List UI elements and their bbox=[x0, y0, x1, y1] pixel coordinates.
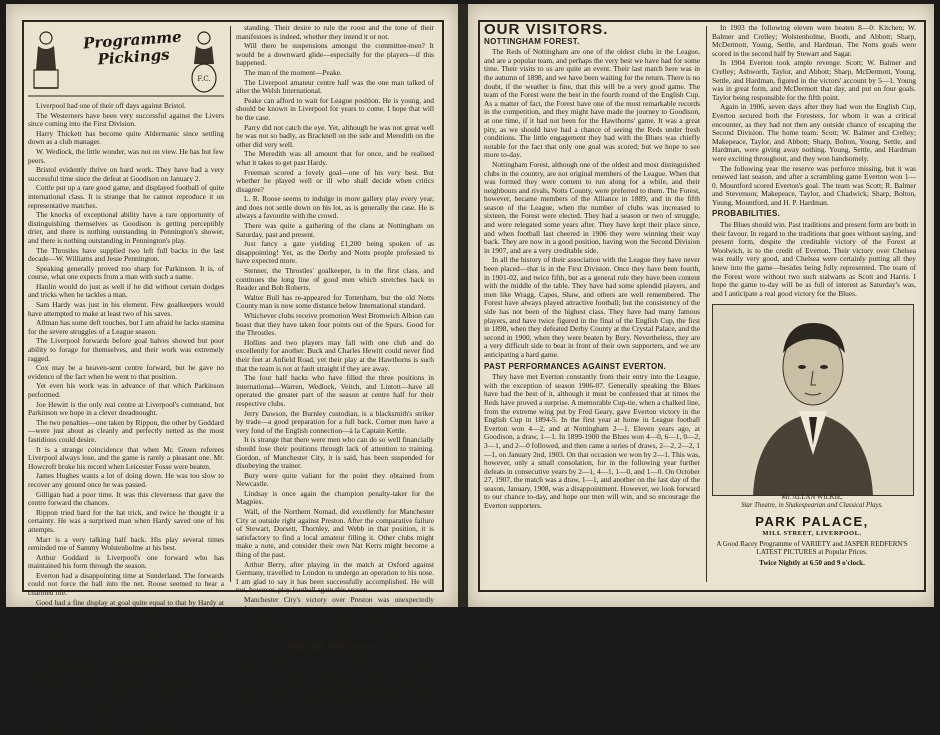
previous-results-paragraph: Again in 1906, seven days after they had won the English Cup, Everton secured both the Foresters, for whom it was a critical encounter, as they had not then any outside chance of escaping the Second Division. The home team: Scott; W. Balmer and Crelley; Makepeace, Taylor, and Abbott; Sharp, Bolton, Young, Settle, and Hardman, were giving away nothing. Young, Settle, and Hardman were exciting throughout, and they won handsomely. bbox=[712, 102, 916, 163]
article-paragraph: Hollins and two players may fall with one club and do excellently for another. Buck and Charles Hewitt could never find their feet at Anfield Road, yet their play at the Hawthorns is such that the team is not at fault straight if they are away. bbox=[236, 337, 434, 373]
fancies-body bbox=[236, 655, 434, 708]
visitors-paragraph: Nottingham Forest, although one of the oldest and most distinguished clubs in the country, are not original members of the League. When that was formed they were content to run along for a while, and their neighbours and rivals, Notts County, were preferred to them. The Forest, however, became members of the Alliance in 1889, and in the fifth season of the League, when the number of clubs was increased to sixteen, the Forest were elected. They had a season or two of struggle, and were relegated some years after. They have kept their place since, and when football last cheered in 1906 they were winning their way back. They are now in a good position, having won the Second Division in 1907, and are a very creditable side. bbox=[484, 159, 700, 255]
article-paragraph: L. R. Roose seems to indulge in more gallery play every year, and does not settle down on his lot, as is generally the case. He is always a favourite with the crowd. bbox=[236, 194, 434, 221]
fancies-heading: FANCIES FOR TO-DAY. bbox=[288, 642, 382, 652]
fancies-paragraph: In the Second, Birmingham, Fulham, Gainsborough Trinity (draw), Grimsby Town, West Bromwich Albion, Bradford, Burnley, Glossop, Stockport County (draw). bbox=[236, 680, 434, 707]
article-paragraph: The man who just got home against Woolwich, thanks to Charlie Satterthwaite missing a penalty. bbox=[236, 613, 434, 631]
article-paragraph: The man of the moment—Peake. bbox=[244, 67, 342, 77]
article-paragraph: There was quite a gathering of the clans at Nottingham on Saturday, past and present. bbox=[236, 221, 434, 239]
article-paragraph: Eyes do not carrying golden opinions on the football field. bbox=[244, 631, 417, 641]
page-gutter bbox=[458, 4, 468, 607]
fancies-paragraph: Everton, Manchester United, Middlesbrough, Newcastle United, Liverpool, Bristol City (draw), Leicester Fosse, Aston Villa, Sheffield Wednesday, and Woolwich Arsenal (draw). bbox=[236, 653, 434, 680]
programme-spread bbox=[6, 4, 934, 733]
portrait-caption-role: Star Theatre, in Shakespearian and Classical Plays. bbox=[741, 502, 883, 509]
article-paragraph: The last two minutes was fatal to the Blues. They are not often beaten when they hold the fort so long. bbox=[28, 615, 224, 634]
article-paragraph: The Liverpool forwards before goal halves showed but poor ability to forage for themselves, and their work was extremely ragged. bbox=[28, 336, 224, 363]
article-paragraph: Whichever clubs receive promotion West Bromwich Albion can boast that they have taken four points out of the Spurs. Good for the Throstles. bbox=[236, 311, 434, 338]
article-paragraph: Gilligan had a poor time. It was this cleverness that gave the centre forward the chances. bbox=[28, 489, 224, 508]
article-paragraph: The Throstles have supplied two left full backs in the last decade—W. Williams and Jesse Pennington. bbox=[28, 245, 224, 264]
article-paragraph: The Westerners have been very successful against the Livers since coming into the First Division. bbox=[28, 110, 224, 129]
left-column-1 bbox=[28, 24, 224, 735]
article-paragraph: The Meredith was all amount that for once, and he realised what it takes to get past Hardy. bbox=[236, 149, 434, 167]
column-divider bbox=[706, 26, 707, 582]
previous-results-body bbox=[712, 24, 916, 207]
article-paragraph: Parry did not catch the eye. Yet, although he was not great well he was not so badly, as Bracknell on the side and Meredith on the other did very well. bbox=[236, 122, 434, 149]
article-paragraph: It is a strange coincidence that when Mr. Green referees Liverpool always lose, and the game is rarely a pleasant one. Mr. Howcroft broke his record when Leicester Fosse were beaten. bbox=[28, 444, 224, 471]
article-paragraph: Allman has some deft touches, but I am afraid he lacks stamina for the severe struggles of a League season. bbox=[28, 318, 224, 336]
past-performances-paragraph: They have met Everton constantly from their entry into the League, with the exception of season 1906-07. Generally speaking the Blues have had the best of it, although it must be confessed that at times the Reds have proved a surprise. A memorable Cup-tie, when a chalked line, from the extreme wing put by Fred Geary, gave Everton victory in the English Cup in 1894-5. In the first year at home in League football Everton won 4—2, and at Nottingham 2—1. Eleven years ago, at Goodison, a draw, 1—1. In 1899-1900 the Blues won 4—0, 6—1, 0—2, 3—1, and 2—0 followed, and then came a series of draws, 2—2, 2—2, 1—1, on January 2nd, 1903. On that occasion we won by 2—1. This was, however, only a small consolation, for in the following year further defeats in consecutive years by 2—1, 4—1, 1—0, and 1—0. On October 27, 1907, the match was a draw, 1—1, and another on the last day of the season, January, 1908, was a disappointment. However, we look forward to our chance to-day, and hope our men will win, and so encourage the Everton supporters. bbox=[484, 372, 700, 511]
right-column-2 bbox=[712, 24, 916, 300]
article-paragraph: It is strange that there were men who can do so well financially should lose their positions through lack of attention to training. Gordon, of Manchester City, it is said, has been suspended for disobeying the trainer. bbox=[236, 435, 434, 471]
article-paragraph: Lindsay is once again the champion penalty-taker for the Magpies. bbox=[236, 488, 434, 507]
article-paragraph: Arthur Goddard is Liverpool's one forward who has maintained his form through the season. bbox=[28, 552, 224, 571]
article-paragraph: W. Wedlock, the little wonder, was not on view. He has but few peers. bbox=[28, 146, 224, 165]
advert-body: A Good Racey Programme of VARIETY and JASPER REDFERN'S LATEST PICTURES at Popular Prices. bbox=[716, 540, 908, 557]
article-paragraph: The Liverpool amateur centre half was the one man talked of after the Welsh International. bbox=[236, 77, 434, 96]
article-paragraph: Joe Hewitt is the only real centre at Liverpool's command, but Parkinson we hope in a clever dreadnought. bbox=[28, 399, 224, 418]
article-paragraph: Walter Bull has re-appeared for Tottenham, but the old Notts County man is now some distance below International standard. bbox=[236, 292, 434, 311]
article-paragraph: Good had a fine display at goal quite equal to that by Hardy at Anfield Road, and extend the respect of Brown. bbox=[28, 597, 224, 616]
visitors-title: OUR VISITORS. bbox=[484, 21, 609, 38]
left-page bbox=[6, 4, 458, 733]
left-column-2 bbox=[236, 23, 434, 707]
article-paragraph: Cottle put up a rare good game, and displayed football of quite international class. It is strange that he cannot reproduce it on representative matches. bbox=[28, 183, 224, 210]
article-paragraph: Wall, of the Northern Nomad, did excellently for Manchester City at outside right against Preston. After the comparative failure of Stewart, Dorsett, Thornley, and Webb in that position, it is satisfactory to find a local amateur filling it. Other clubs might make a note, and consider their own Nat Kerrs might become a thing of the past. bbox=[236, 507, 434, 560]
park-palace-advert bbox=[712, 514, 912, 567]
advert-address: MILL STREET, LIVERPOOL. bbox=[762, 530, 862, 537]
article-paragraph: Rippon tried hard for the hat trick, and twice he thought it a certainty. He was a surprised man when Hardy saved one of his attempts. bbox=[28, 507, 224, 534]
article-paragraph: Bury were quite valiant for the point they obtained from Newcastle. bbox=[236, 470, 434, 489]
article-paragraph: Peake can afford to wait for League position. He is young, and should be known in Liverpool for years to come. I hope that will be the case. bbox=[236, 95, 434, 122]
left-column-1-body bbox=[28, 102, 224, 734]
article-paragraph: Jack Sharp must get on the scoring line again. He is an example to all young players as an example. bbox=[28, 705, 224, 724]
article-paragraph: Will there be suspensions amongst the committee-men? It would be a downward glide—especially for the players—if this happened. bbox=[236, 41, 434, 68]
article-paragraph: Arthur Berry, after playing in the match at Oxford against Germany, travelled to London to undergo an operation to his nose. I am glad to say it has been successfully accomplished. He will not, however, play football again this season. bbox=[236, 559, 434, 595]
right-column-1 bbox=[484, 21, 700, 582]
portrait-caption bbox=[712, 494, 912, 510]
article-paragraph: Freeman scored a lovely goal—one of his very best. But whether he played well or ill who shall decide when critics disagree? bbox=[236, 167, 434, 194]
article-paragraph: Cox may be a heaven-sent centre forward, but he gave no evidence of the fact when he went to that position. bbox=[28, 363, 224, 381]
article-paragraph: Yet even his work was in advance of that which Parkinson performed. bbox=[28, 381, 224, 399]
portrait-illustration-icon bbox=[713, 305, 913, 495]
probabilities-body bbox=[712, 221, 916, 298]
visitors-subtitle: NOTTINGHAM FOREST. bbox=[484, 36, 580, 46]
past-performances-body bbox=[484, 373, 700, 511]
portrait-photo bbox=[712, 304, 914, 496]
portrait-caption-name: Mr. ALLAN WILKIE, bbox=[781, 494, 843, 501]
advert-times: Twice Nightly at 6.50 and 9 o'clock. bbox=[759, 558, 865, 567]
article-paragraph: Jerry Dawson, the Burnley custodian, is a blacksmith's striker by trade—a good preparation for a full back. Corner men have a very fond of the English connection—à la Captain Kettle. bbox=[236, 408, 434, 435]
article-paragraph: For about the first time in all their meetings Brown had rather the better of Taylor. bbox=[28, 634, 224, 652]
left-column-2-body bbox=[236, 24, 434, 641]
visitors-paragraph: The Reds of Nottingham are one of the oldest clubs in the League, and are a popular team, and perhaps the very best we have had for some time. Their visits to us are quite an event. Their last match here was in the autumn of 1898, and we have been waiting for the return. There is no doubt, if the weather is fine, that this will be a very good game. The team of the Forest were the best in the fourth round of the English Cup. As a matter of fact, the Forest have one of the most remarkable records in the competition, and they might have made the journey to Goodison, at one time, if it had not been for the Hawthorns' game. It was a great pity, as we should have had a chance of seeing the Reds under fresh conditions. The little engagement they had with the Blues was chiefly notable for the fact that only one goal was scored; but we hope to see more to-day. bbox=[484, 47, 700, 160]
article-paragraph: Harry Thickett has become quite Aldermanic since settling down as a club manager. bbox=[28, 128, 224, 147]
article-paragraph: Liverpool had one of their off days against Bristol. bbox=[36, 101, 186, 110]
article-paragraph: Bristol evidently thrive on hard work. They have had a very successful time since the defeat at Goodison on January 2. bbox=[28, 165, 224, 183]
article-paragraph: James Hughes wants a lot of doing down. He was too slow to recover any ground once he was passed. bbox=[28, 471, 224, 489]
article-paragraph: Marr is a very talking half back. His play several times reminded me of Sammy Wolstenholme at his best. bbox=[28, 534, 224, 553]
article-paragraph: Sam Hardy was just in his element. Few goalkeepers would have attempted to make at least two of his saves. bbox=[28, 300, 224, 318]
article-paragraph: The attitude of the Players' Union is beyond under- bbox=[36, 723, 188, 733]
masthead bbox=[28, 24, 224, 100]
visitors-paragraph: In all the history of their association with the League they have never been placed—that is in the First Division. Once they have been fourth, in 1901-02, and twice fifth, but as a general rule they have been content with the middle of the table. They have had some splendid players, and men like Wragg, Capes, Shaw, and others are well remembered. The Forest have always played attractive football; but the consistency of the side has not been of the highest class. They have had many famous players, and have twice figured in the final of the English Cup, the first in 1898, when they defeated Derby County at the Crystal Palace, and the second in 1900, when they were beaten by Bury. Nevertheless, they are a very difficult side to beat in front of their own supporters, and we are anticipating a hard game. bbox=[484, 255, 700, 359]
article-paragraph: The four half backs who have filled the three positions in international—Warren, Wedlock, Veitch, and Lintott—have all operated the greater part of the season at centre half for their respective clubs. bbox=[236, 373, 434, 408]
past-performances-heading: PAST PERFORMANCES AGAINST EVERTON. bbox=[484, 361, 667, 371]
advert-title: PARK PALACE, bbox=[755, 514, 869, 529]
previous-results-paragraph: The following year the reserve was perforce missing, but it was renewed last season, and after a scrambling game Everton won 1—0. Mountford scored Everton's goal. The team was Scott; R. Balmer and Stevenson; Makepeace, Taylor, and Chadwick; Sharp, Bolton, Young, Mountford, and H. P. Hardman. bbox=[712, 163, 916, 207]
previous-results-paragraph: In 1904 Everton took ample revenge. Scott; W. Balmer and Crelley; Ashworth, Taylor, and Abbott; Sharp, McDermott, Young, Settle, and Hardman, figured in the victors' account by 5—1. Young was in great form, and McDermott that day, and put on four goals. Taylor being responsible for the fifth point. bbox=[712, 58, 916, 102]
article-paragraph: Everton had a disappointing time at Sunderland. The forwards could not force the ball into the net. Roose seemed to bear a charmed life. bbox=[28, 570, 224, 598]
article-paragraph: Stenner, the Throstles' goalkeeper, is in the first class, and continues the long line of good men which stretches back to Reader and Bob Roberts. bbox=[236, 266, 434, 293]
masthead-title: Programme Pickings bbox=[82, 27, 183, 69]
article-paragraph: The knocks of exceptional ability have a rare opportunity of distinguishing themselves as Goodison is getting perceptibly drier, and there is nothing outstanding in Pennington's shower, and there is nothing outstanding in Pennington's play. bbox=[28, 210, 224, 245]
article-paragraph: The two penalties—one taken by Rippon, the other by Goddard—were just about as cleanly and perfectly netted as the most fastidious could desire. bbox=[28, 417, 225, 444]
svg-text:F.C.: F.C. bbox=[197, 75, 211, 83]
article-paragraph: Manchester City's victory over Preston was unexpectedly welcome. bbox=[236, 595, 434, 613]
article-paragraph: Speaking generally proved too sharp for Parkinson. It is, of course, what one expects from a man with such a name. bbox=[28, 263, 224, 282]
right-page bbox=[468, 4, 934, 607]
probabilities-paragraph: The Blues should win. Past traditions and present form are both in their favour. In regard to the traditions that goes without saying, and present form, despite the creditable victory of the Forest at Woolwich, is to the credit of Everton. Their victory over Chelsea was really very good, and Chelsea were certainly putting all they knew into the game—besides being fully represented. The team of the Forest were without two such stalwarts as Scott and Harris. I hope the game to-day will be as full of interest as Saturday's was, and I anticipate a real good victory for the Blues. bbox=[712, 220, 916, 298]
column-divider bbox=[230, 26, 231, 582]
article-paragraph: Hanlin would do just as well if he did without certain dodges and tricks when he tackles a man. bbox=[28, 281, 224, 300]
article-paragraph: Just fancy a gate yielding £1,200 being spoken of as disappointing! Yet, as the Derby and Notts people professed to have expected more. bbox=[236, 239, 434, 266]
previous-results-paragraph: In 1903 the following eleven were beaten 8—0: Kitchen; W. Balmer and Crelley; Wolstenholme, Booth, and Abbott; Sharp, McDermott, Young, Settle, and Hardman. The Notts goals were scored in the second half by Stewart and Sagar. bbox=[712, 23, 916, 58]
article-paragraph: Arthur Brown was a long time settling down at Roker, but he is thoroughly acclimatised now, and may even get his cap against Scotland. bbox=[28, 652, 224, 679]
probabilities-heading: PROBABILITIES. bbox=[712, 209, 781, 219]
article-paragraph: standing. Their desire to rule the roost and the tone of their manifestoes is indeed, whether they intend it or not. bbox=[236, 23, 434, 41]
visitors-body bbox=[484, 48, 700, 359]
article-paragraph: The Wearside backs did better than against Newcastle. It is a change for the Sunderland club to be weak at full back. They are generally a very strong pair with them. bbox=[28, 679, 224, 706]
